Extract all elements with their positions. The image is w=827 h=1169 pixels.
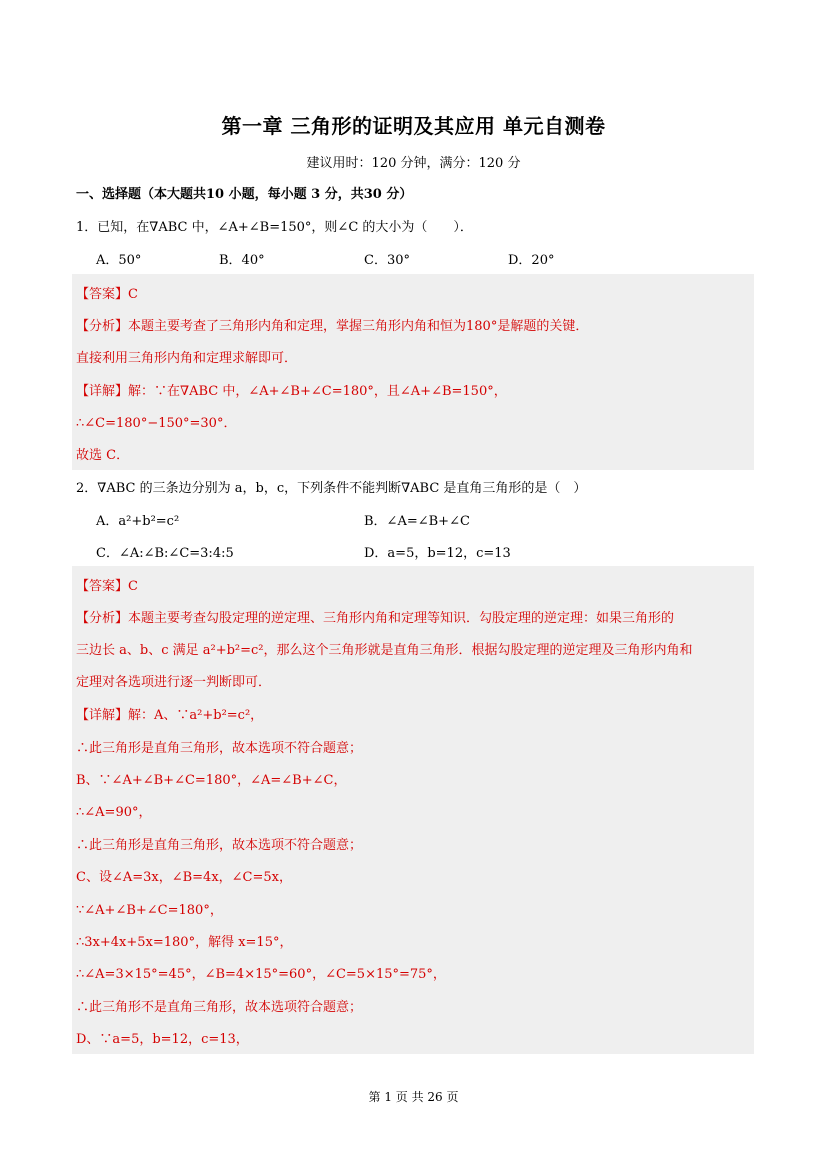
question-2-option-a: A．a²+b²=c² (96, 514, 180, 529)
page-footer: 第 1 页 共 26 页 (368, 1090, 459, 1104)
question-2-detail-line: ∴∠A=90°， (76, 805, 152, 820)
question-1-detail-line-3: 故选 C． (76, 448, 130, 463)
question-2-analysis-line-3: 定理对各选项进行逐一判断即可． (76, 675, 272, 690)
question-1-stem: 1．已知，在∇ABC 中，∠A+∠B=150°，则∠C 的大小为（ ）． (76, 220, 473, 235)
question-1-analysis-line-2: 直接利用三角形内角和定理求解即可． (76, 351, 298, 366)
question-2-option-c: C．∠A:∠B:∠C=3:4:5 (96, 546, 234, 561)
question-2-detail-line: ∴此三角形是直角三角形，故本选项不符合题意； (76, 838, 363, 853)
question-2-option-d: D．a=5，b=12，c=13 (364, 546, 511, 561)
question-2-detail-line: ∵∠A+∠B+∠C=180°， (76, 903, 223, 918)
question-2-detail-line: 【详解】解：A、∵a²+b²=c²， (76, 708, 264, 723)
question-2-detail-line: ∴此三角形是直角三角形，故本选项不符合题意； (76, 741, 363, 756)
document-title: 第一章 三角形的证明及其应用 单元自测卷 (221, 114, 606, 138)
question-1-option-c: C．30° (364, 253, 410, 268)
question-1-detail-line-2: ∴∠C=180°−150°=30°． (76, 416, 237, 431)
question-1-detail-line-1: 【详解】解：∵在∇ABC 中，∠A+∠B+∠C=180°，且∠A+∠B=150°， (76, 384, 507, 399)
section-heading: 一、选择题（本大题共10 小题，每小题 3 分，共30 分） (76, 187, 413, 202)
question-2-detail-line: D、∵a=5，b=12，c=13， (76, 1032, 249, 1047)
question-2-detail-line: ∴3x+4x+5x=180°，解得 x=15°， (76, 935, 293, 950)
question-2-analysis-line-2: 三边长 a、b、c 满足 a²+b²=c²，那么这个三角形就是直角三角形．根据勾股定理的逆定理及三角形内角和 (76, 643, 693, 658)
document-subtitle: 建议用时：120 分钟，满分：120 分 (306, 156, 521, 171)
question-2-detail-line: ∴∠A=3×15°=45°，∠B=4×15°=60°，∠C=5×15°=75°， (76, 967, 446, 982)
question-2-detail-line: ∴此三角形不是直角三角形，故本选项符合题意； (76, 1000, 363, 1015)
question-2-detail-line: C、设∠A=3x，∠B=4x，∠C=5x， (76, 870, 292, 885)
question-1-option-b: B．40° (219, 253, 265, 268)
question-2-answer: 【答案】C (76, 579, 138, 594)
question-2-option-b: B．∠A=∠B+∠C (364, 514, 470, 529)
question-1-solution-box (72, 274, 754, 470)
question-2-stem: 2．∇ABC 的三条边分别为 a，b，c，下列条件不能判断∇ABC 是直角三角形的是（ ） (76, 481, 587, 496)
question-2-detail-line: B、∵∠A+∠B+∠C=180°，∠A=∠B+∠C， (76, 773, 347, 788)
question-1-analysis-line-1: 【分析】本题主要考查了三角形内角和定理，掌握三角形内角和恒为180°是解题的关键． (76, 319, 589, 334)
question-1-option-a: A．50° (96, 253, 142, 268)
question-1-option-d: D．20° (508, 253, 555, 268)
question-1-answer: 【答案】C (76, 287, 138, 302)
question-2-analysis-line-1: 【分析】本题主要考查勾股定理的逆定理、三角形内角和定理等知识．勾股定理的逆定理：如果三角形的 (76, 611, 675, 626)
